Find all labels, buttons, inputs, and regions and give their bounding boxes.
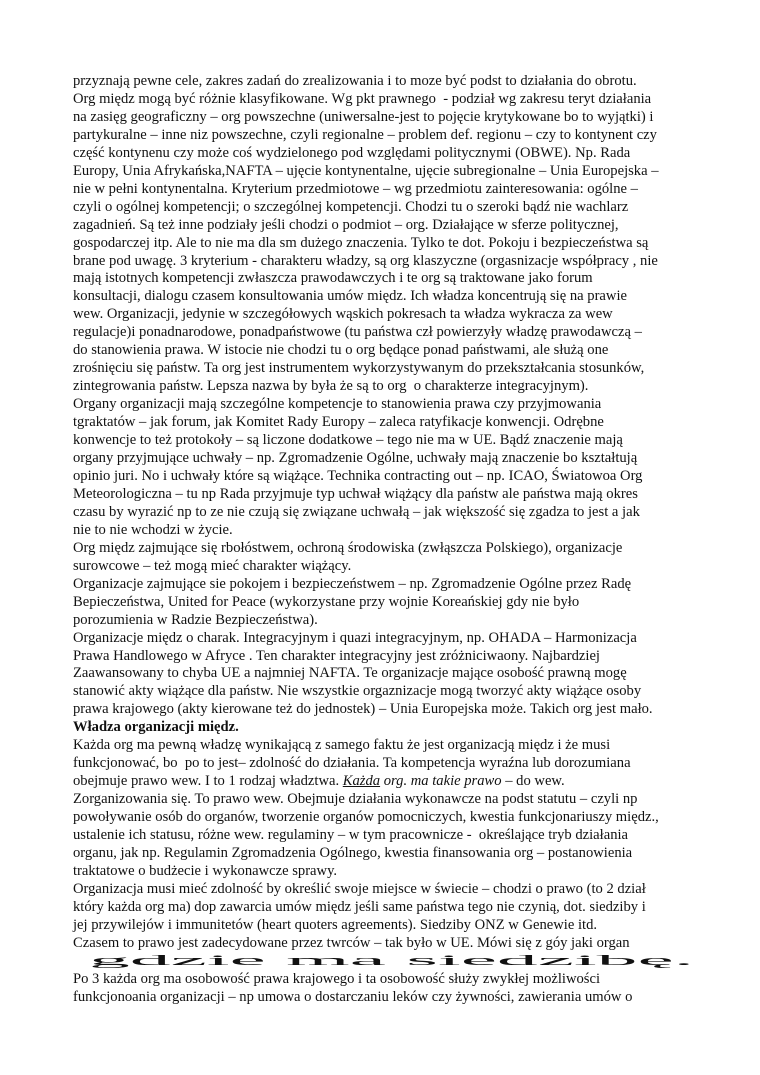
text-line: prawa krajowego (akty kierowane też do jednostek) – Unia Europejska może. Takich org jest mało. bbox=[73, 701, 653, 718]
text-line: funkcjonować, bo po to jest– zdolność do działania. Ta kompetencja wyraźna lub dorozumiana bbox=[73, 755, 631, 772]
text-line: na zasięg geograficzny – org powszechne (uniwersalne-jest to pojęcie krytykowane bo to wyjątki) i bbox=[73, 108, 654, 125]
text-line: gospodarczej itp. Ale to nie ma dla sm dużego znaczenia. Tylko te dot. Pokoju i bezpieczeństwa są bbox=[73, 234, 649, 251]
paragraph bbox=[73, 73, 693, 396]
text-line: Org międz mogą być różnie klasyfikowane. Wg pkt prawnego - podział wg zakresu teryt działania bbox=[73, 90, 652, 107]
text-line: Organizacje zajmujące sie pokojem i bezpieczeństwem – np. Zgromadzenie Ogólne przez Radę bbox=[73, 575, 632, 592]
text-line: nie w pełni kontynentalna. Kryterium przedmiotowe – wg przedmiotu zainteresowania: ogólne – bbox=[73, 180, 638, 197]
text-line: traktatowe o budżecie i wykonawcze sprawy. bbox=[73, 862, 338, 879]
text-line: Zaawansowany to chyba UE a najmniej NAFTA. Te organizacje mające osobość prawną mogę bbox=[73, 665, 627, 682]
text-line: stanowić akty wiążące dla państw. Nie wszystkie orgaznizacje mogą tworzyć akty wiążące osoby bbox=[73, 683, 642, 700]
text-line: mają istotnych kompetencji zwłaszcza prawodawczych i te org są traktowane jako forum bbox=[73, 270, 593, 287]
text-line: konsultacji, dialogu czasem konsultowania umów międz. Ich władza koncentrują się na prawie bbox=[73, 288, 627, 305]
text-line: czyli o ogólnej kompetencji; o szczególnej kompetencji. Chodzi tu o szeroki bądź nie wachlarz bbox=[73, 198, 629, 215]
text-line: organy przyjmujące uchwały – np. Zgromadzenie Ogólne, uchwały mają znaczenie bo kształtują bbox=[73, 450, 638, 467]
text-run: – do wew. bbox=[501, 773, 565, 790]
text-line: Po 3 każda org ma osobowość prawa krajowego i ta osobowość służy zwykłej możliwości bbox=[73, 970, 601, 987]
classification-section bbox=[73, 73, 693, 719]
text-line: organu, jak np. Regulamin Zgromadzenia Ogólnego, kwestia finansowania org – postanowienia bbox=[73, 844, 633, 861]
text-line: Organizacje międz o charak. Integracyjnym i quazi integracyjnym, np. OHADA – Harmonizacja bbox=[73, 629, 637, 646]
text-line: Organy organizacji mają szczególne kompetencje to stanowienia prawa czy przyjmowania bbox=[73, 396, 602, 413]
text-line: czasu by wyrazić np to ze nie czują się związane uchwałą – jak większość się zgadza to jest a jak bbox=[73, 503, 640, 520]
text-line: nie to nie wchodzi w życie. bbox=[73, 521, 233, 538]
text-line: brane pod uwagę. 3 kryterium - charakteru władzy, są org klaszyczne (orgasnizacje współpracy , nie bbox=[73, 252, 658, 269]
paragraph-internal-power bbox=[73, 737, 693, 881]
text-line bbox=[73, 773, 693, 791]
text-line: do stanowienia prawa. W istocie nie chodzi tu o org będące ponad państwami, ale służą one bbox=[73, 342, 609, 359]
paragraph bbox=[73, 576, 693, 630]
text-line: ustalenie ich statusu, różne wew. regulaminy – w tym pracownicze - określające tryb działania bbox=[73, 827, 629, 844]
text-line: powoływanie osób do organów, tworzenie organów pomocniczych, kwestia funkcjonariuszy międz., bbox=[73, 809, 659, 826]
paragraph-external-power bbox=[73, 881, 693, 935]
text-line: Zorganizowania się. To prawo wew. Obejmuje działania wykonawcze na podst statutu – czyli np bbox=[73, 791, 638, 808]
text-line: Meteorologiczna – tu np Rada przyjmuje typ uchwał wiążący dla państw ale państwa mają okres bbox=[73, 485, 638, 502]
text-line: opinio juri. No i uchwały które są wiążące. Technika contracting out – np. ICAO, Światowoa Org bbox=[73, 467, 643, 484]
text-line: Czasem to prawo jest zadecydowane przez twrców – tak było w UE. Mówi się z góy jaki organ bbox=[73, 934, 630, 951]
paragraph-legal-personality bbox=[73, 971, 693, 1007]
text-line: zintegrowania państw. Lepsza nazwa by była że są to org o charakterze integracyjnym). bbox=[73, 378, 589, 395]
text-line: Europy, Unia Afrykańska,NAFTA – ujęcie kontynentalne, ujęcie subregionalne – Unia Europejska – bbox=[73, 162, 659, 179]
text-line: surowcowe – też mogą mieć charakter wiążący. bbox=[73, 557, 352, 574]
text-line: Bepieczeństwa, United for Peace (wykorzystane przy wojnie Koreańskiej gdy nie było bbox=[73, 593, 580, 610]
text-line: partykuralne – inne niz powszechne, czyli regionalne – problem def. regionu – czy to kontynent czy bbox=[73, 126, 657, 143]
text-line: zagadnień. Są też inne podziały jeśli chodzi o podmiot – org. Działające w sferze politycznej, bbox=[73, 216, 619, 233]
text-line: który każda org ma) dop zawarcia umów międz jeśli same państwa tego nie czynią, dot. siedziby i bbox=[73, 898, 646, 915]
text-line: Każda org ma pewną władzę wynikającą z samego faktu że jest organizacją międz i że musi bbox=[73, 737, 611, 754]
text-line: gdzie ma siedzibę. bbox=[89, 952, 695, 969]
text-run: obejmuje prawo wew. I to 1 rodzaj władztwa. bbox=[73, 773, 343, 790]
section-heading: Władza organizacji międz. bbox=[73, 719, 239, 736]
text-line: konwencje to też protokoły – są liczone dodatkowe – tego nie ma w UE. Bądź znaczenie mają bbox=[73, 432, 623, 449]
text-line: porozumienia w Radzie Bezpieczeństwa). bbox=[73, 611, 318, 628]
text-line: zrośnięciu się państw. Ta org jest instrumentem wykorzystywanym do przekształcania stosunków, bbox=[73, 360, 645, 377]
paragraph-seat bbox=[73, 935, 693, 971]
document-page bbox=[73, 73, 693, 1007]
text-line: Org międz zajmujące się rbołóstwem, ochroną środowiska (zwłąszcza Polskiego), organizacje bbox=[73, 539, 623, 556]
text-line: wew. Organizacji, jedynie w szczegółowych wąskich pokresach ta władza wykracza za wew bbox=[73, 306, 613, 323]
emphasized-text: org. ma takie prawo bbox=[380, 773, 502, 790]
text-line: Prawa Handlowego w Afryce . Ten charakter integracyjny jest zróżniciwaony. Najbardziej bbox=[73, 647, 600, 664]
text-line: jej przywilejów i immunitetów (heart quoters agreements). Siedziby ONZ w Genewie itd. bbox=[73, 916, 598, 933]
paragraph bbox=[73, 540, 693, 576]
text-line: regulacje)i ponadnarodowe, ponadpaństwowe (tu państwa czł powierzyły władzę prawodawczą – bbox=[73, 324, 642, 341]
text-line: część kontynenu czy może coś wydzielonego pod względami politycznymi (OBWE). Np. Rada bbox=[73, 144, 631, 161]
paragraph bbox=[73, 630, 693, 720]
text-line: funkcjonoania organizacji – np umowa o dostarczaniu leków czy żywności, zawierania umów o bbox=[73, 988, 633, 1005]
text-line: przyznają pewne cele, zakres zadań do zrealizowania i to moze być podst to działania do obrotu. bbox=[73, 73, 637, 89]
text-line: Organizacja musi mieć zdolność by określić swoje miejsce w świecie – chodzi o prawo (to 2 dział bbox=[73, 880, 646, 897]
emphasized-text: Każda bbox=[342, 773, 381, 790]
paragraph bbox=[73, 396, 693, 540]
text-line: tgraktatów – jak forum, jak Komitet Rady Europy – zaleca ratyfikacje konwencji. Odrębne bbox=[73, 414, 604, 431]
